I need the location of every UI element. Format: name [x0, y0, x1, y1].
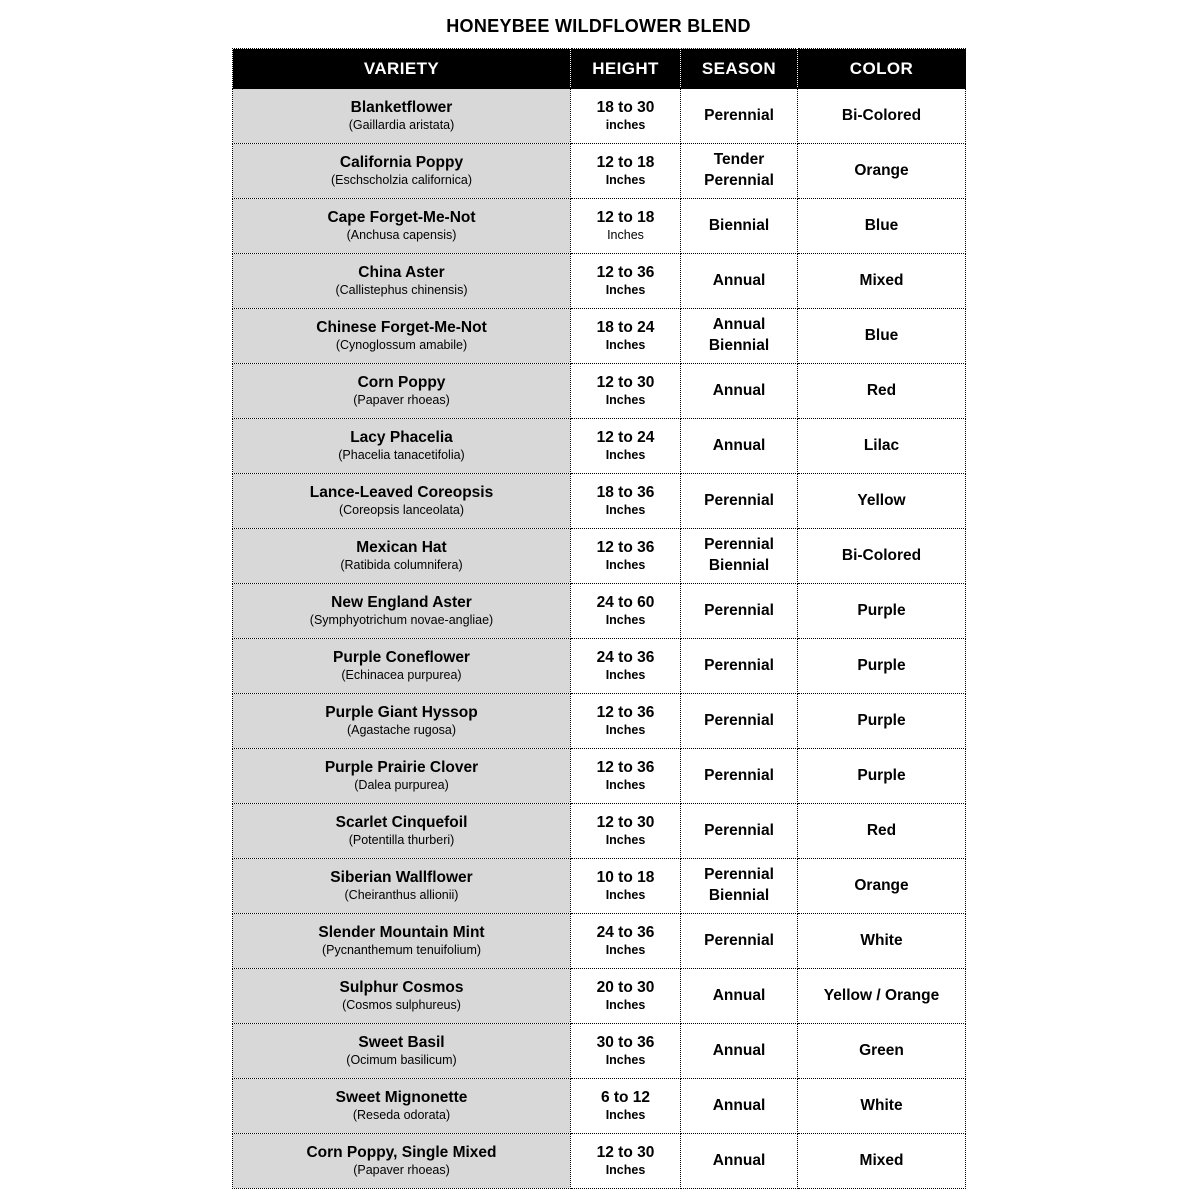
table-row: [233, 639, 966, 694]
table-row: [233, 1024, 966, 1079]
botanical-name: (Cheiranthus allionii): [344, 887, 459, 902]
height-range: 30 to 36: [596, 1033, 655, 1051]
height-range: 18 to 30: [596, 98, 655, 116]
color-cell: [798, 309, 966, 364]
page-title: HONEYBEE WILDFLOWER BLEND: [446, 16, 751, 36]
variety-name: Slender Mountain Mint: [318, 923, 485, 941]
height-unit: Inches: [605, 667, 646, 682]
color-text: Blue: [864, 326, 899, 344]
season-text: Perennial: [704, 866, 774, 884]
season-text: Annual: [712, 1041, 766, 1059]
season-cell: [681, 694, 798, 749]
variety-cell: [233, 254, 571, 309]
season-cell: [681, 639, 798, 694]
height-cell: [571, 144, 681, 199]
height-unit: Inches: [605, 337, 646, 352]
color-cell: [798, 1134, 966, 1189]
height-unit: Inches: [605, 1052, 646, 1067]
botanical-name: (Potentilla thurberi): [348, 832, 455, 847]
height-range: 10 to 18: [596, 868, 655, 886]
color-cell: [798, 144, 966, 199]
season-cell: [681, 1134, 798, 1189]
column-header-season: SEASON: [681, 49, 798, 89]
variety-name: Corn Poppy: [357, 373, 446, 391]
height-unit: Inches: [605, 612, 646, 627]
height-range: 18 to 24: [596, 318, 655, 336]
height-unit: Inches: [605, 777, 646, 792]
variety-name: Purple Prairie Clover: [324, 758, 479, 776]
season-text: Perennial: [704, 106, 774, 124]
variety-name: Chinese Forget-Me-Not: [316, 318, 487, 336]
season-text: Perennial: [704, 711, 774, 729]
season-cell: [681, 859, 798, 914]
color-text: Yellow / Orange: [823, 986, 940, 1004]
table-row: [233, 199, 966, 254]
variety-name: Blanketflower: [350, 98, 453, 116]
botanical-name: (Pycnanthemum tenuifolium): [321, 942, 482, 957]
color-text: Purple: [857, 711, 906, 729]
season-text: Annual: [712, 986, 766, 1004]
color-cell: [798, 529, 966, 584]
color-text: Red: [866, 821, 897, 839]
color-cell: [798, 639, 966, 694]
season-cell: [681, 804, 798, 859]
height-cell: [571, 749, 681, 804]
height-unit: Inches: [605, 722, 646, 737]
variety-cell: [233, 914, 571, 969]
variety-cell: [233, 364, 571, 419]
header-row: [233, 49, 966, 89]
color-text: Orange: [854, 161, 909, 179]
season-text: Perennial: [704, 821, 774, 839]
variety-name: Corn Poppy, Single Mixed: [306, 1143, 497, 1161]
height-unit: Inches: [605, 392, 646, 407]
botanical-name: (Echinacea purpurea): [341, 667, 462, 682]
variety-name: Sweet Mignonette: [335, 1088, 468, 1106]
wildflower-blend-table: [232, 48, 966, 1189]
season-cell: [681, 144, 798, 199]
height-unit: Inches: [605, 887, 646, 902]
height-unit: Inches: [605, 997, 646, 1012]
height-range: 12 to 36: [596, 263, 655, 281]
color-cell: [798, 89, 966, 144]
column-header-height: HEIGHT: [571, 49, 681, 89]
variety-name: Sulphur Cosmos: [339, 978, 464, 996]
variety-cell: [233, 144, 571, 199]
table-row: [233, 969, 966, 1024]
variety-name: Mexican Hat: [356, 538, 447, 556]
height-range: 20 to 30: [596, 978, 655, 996]
color-text: White: [860, 1096, 903, 1114]
table-row: [233, 309, 966, 364]
color-cell: [798, 969, 966, 1024]
height-cell: [571, 914, 681, 969]
color-cell: [798, 1024, 966, 1079]
height-unit: Inches: [605, 942, 646, 957]
height-cell: [571, 1079, 681, 1134]
color-text: Blue: [864, 216, 899, 234]
height-range: 18 to 36: [596, 483, 655, 501]
variety-cell: [233, 859, 571, 914]
season-text: Biennial: [708, 337, 770, 354]
season-text: Perennial: [704, 172, 774, 189]
height-unit: Inches: [605, 172, 646, 187]
variety-name: Scarlet Cinquefoil: [335, 813, 468, 831]
botanical-name: (Agastache rugosa): [346, 722, 457, 737]
season-cell: [681, 1079, 798, 1134]
table-header: [233, 49, 966, 89]
season-cell: [681, 419, 798, 474]
table-row: [233, 144, 966, 199]
season-text: Annual: [712, 316, 766, 334]
table-row: [233, 529, 966, 584]
height-cell: [571, 694, 681, 749]
height-unit: Inches: [605, 832, 646, 847]
column-header-variety: VARIETY: [233, 49, 571, 89]
height-range: 24 to 36: [596, 648, 655, 666]
season-cell: [681, 474, 798, 529]
season-text: Perennial: [704, 656, 774, 674]
botanical-name: (Phacelia tanacetifolia): [338, 447, 465, 462]
color-cell: [798, 364, 966, 419]
height-cell: [571, 89, 681, 144]
botanical-name: (Cynoglossum amabile): [335, 337, 468, 352]
variety-name: China Aster: [358, 263, 445, 281]
season-cell: [681, 584, 798, 639]
height-range: 12 to 30: [596, 373, 655, 391]
season-cell: [681, 969, 798, 1024]
variety-cell: [233, 969, 571, 1024]
botanical-name: (Eschscholzia californica): [330, 172, 473, 187]
height-cell: [571, 419, 681, 474]
botanical-name: (Ocimum basilicum): [346, 1052, 457, 1067]
variety-name: Purple Coneflower: [333, 648, 470, 666]
botanical-name: (Reseda odorata): [352, 1107, 451, 1122]
variety-cell: [233, 309, 571, 364]
color-cell: [798, 254, 966, 309]
botanical-name: (Gaillardia aristata): [348, 117, 455, 132]
height-range: 12 to 18: [596, 153, 655, 171]
variety-cell: [233, 529, 571, 584]
table-row: [233, 474, 966, 529]
season-text: Annual: [712, 381, 766, 399]
color-cell: [798, 1079, 966, 1134]
table-row: [233, 1134, 966, 1189]
height-cell: [571, 1024, 681, 1079]
color-text: Mixed: [859, 271, 904, 289]
table-row: [233, 859, 966, 914]
height-cell: [571, 529, 681, 584]
color-cell: [798, 804, 966, 859]
season-text: Tender: [713, 151, 765, 169]
variety-name: Sweet Basil: [358, 1033, 445, 1051]
color-cell: [798, 474, 966, 529]
season-text: Perennial: [704, 491, 774, 509]
variety-cell: [233, 474, 571, 529]
variety-name: California Poppy: [339, 153, 464, 171]
height-range: 12 to 30: [596, 1143, 655, 1161]
season-cell: [681, 254, 798, 309]
color-cell: [798, 419, 966, 474]
height-cell: [571, 584, 681, 639]
season-text: Perennial: [704, 536, 774, 554]
table-row: [233, 254, 966, 309]
height-unit: Inches: [605, 557, 646, 572]
variety-cell: [233, 749, 571, 804]
height-unit: Inches: [605, 502, 646, 517]
color-text: Bi-Colored: [841, 546, 922, 564]
variety-name: Siberian Wallflower: [330, 868, 473, 886]
height-range: 6 to 12: [600, 1088, 651, 1106]
table-row: [233, 89, 966, 144]
botanical-name: (Anchusa capensis): [346, 227, 457, 242]
color-text: Lilac: [863, 436, 900, 454]
color-text: Purple: [857, 766, 906, 784]
variety-name: New England Aster: [331, 593, 472, 611]
table-row: [233, 364, 966, 419]
variety-cell: [233, 419, 571, 474]
season-cell: [681, 529, 798, 584]
season-text: Perennial: [704, 601, 774, 619]
color-cell: [798, 749, 966, 804]
variety-name: Cape Forget-Me-Not: [327, 208, 476, 226]
season-text: Biennial: [708, 887, 770, 904]
botanical-name: (Papaver rhoeas): [353, 392, 450, 407]
botanical-name: (Ratibida columnifera): [340, 557, 463, 572]
season-cell: [681, 364, 798, 419]
variety-cell: [233, 694, 571, 749]
variety-cell: [233, 584, 571, 639]
height-range: 24 to 60: [596, 593, 655, 611]
height-range: 12 to 30: [596, 813, 655, 831]
color-cell: [798, 584, 966, 639]
color-text: Purple: [857, 656, 906, 674]
color-cell: [798, 199, 966, 254]
season-text: Annual: [712, 271, 766, 289]
color-text: Mixed: [859, 1151, 904, 1169]
season-text: Annual: [712, 1151, 766, 1169]
height-unit: inches: [605, 117, 646, 132]
variety-cell: [233, 89, 571, 144]
table-row: [233, 694, 966, 749]
color-text: White: [860, 931, 903, 949]
height-cell: [571, 309, 681, 364]
variety-cell: [233, 1079, 571, 1134]
season-text: Biennial: [708, 557, 770, 574]
table-row: [233, 804, 966, 859]
variety-cell: [233, 1134, 571, 1189]
botanical-name: (Cosmos sulphureus): [342, 997, 461, 1012]
color-text: Purple: [857, 601, 906, 619]
variety-name: Purple Giant Hyssop: [325, 703, 478, 721]
height-cell: [571, 804, 681, 859]
height-cell: [571, 254, 681, 309]
variety-cell: [233, 1024, 571, 1079]
botanical-name: (Callistephus chinensis): [335, 282, 468, 297]
height-cell: [571, 474, 681, 529]
color-cell: [798, 914, 966, 969]
column-header-color: COLOR: [798, 49, 966, 89]
season-cell: [681, 1024, 798, 1079]
color-text: Yellow: [857, 491, 906, 509]
height-cell: [571, 639, 681, 694]
botanical-name: (Dalea purpurea): [354, 777, 449, 792]
botanical-name: (Symphyotrichum novae-angliae): [309, 612, 494, 627]
height-cell: [571, 859, 681, 914]
color-cell: [798, 859, 966, 914]
season-cell: [681, 199, 798, 254]
color-cell: [798, 694, 966, 749]
table-row: [233, 1079, 966, 1134]
height-unit: Inches: [607, 227, 644, 242]
height-range: 24 to 36: [596, 923, 655, 941]
table-row: [233, 914, 966, 969]
height-cell: [571, 1134, 681, 1189]
variety-name: Lance-Leaved Coreopsis: [309, 483, 494, 501]
height-cell: [571, 199, 681, 254]
season-text: Annual: [712, 1096, 766, 1114]
botanical-name: (Coreopsis lanceolata): [338, 502, 465, 517]
height-cell: [571, 364, 681, 419]
height-unit: Inches: [605, 282, 646, 297]
variety-name: Lacy Phacelia: [350, 428, 453, 446]
color-text: Red: [866, 381, 897, 399]
height-range: 12 to 18: [596, 208, 655, 226]
variety-cell: [233, 199, 571, 254]
height-range: 12 to 36: [596, 538, 655, 556]
height-unit: Inches: [605, 1107, 646, 1122]
botanical-name: (Papaver rhoeas): [353, 1162, 450, 1177]
height-cell: [571, 969, 681, 1024]
height-unit: Inches: [605, 447, 646, 462]
season-cell: [681, 914, 798, 969]
table-row: [233, 584, 966, 639]
table-body: [233, 89, 966, 1189]
table-row: [233, 749, 966, 804]
height-range: 12 to 36: [596, 703, 655, 721]
season-text: Perennial: [704, 766, 774, 784]
height-range: 12 to 36: [596, 758, 655, 776]
season-cell: [681, 89, 798, 144]
season-cell: [681, 749, 798, 804]
season-cell: [681, 309, 798, 364]
season-text: Annual: [712, 436, 766, 454]
color-text: Green: [859, 1041, 904, 1059]
variety-cell: [233, 804, 571, 859]
color-text: Orange: [854, 876, 909, 894]
height-range: 12 to 24: [596, 428, 655, 446]
height-unit: Inches: [605, 1162, 646, 1177]
season-text: Biennial: [708, 216, 770, 234]
variety-cell: [233, 639, 571, 694]
table-row: [233, 419, 966, 474]
season-text: Perennial: [704, 931, 774, 949]
color-text: Bi-Colored: [841, 106, 922, 124]
